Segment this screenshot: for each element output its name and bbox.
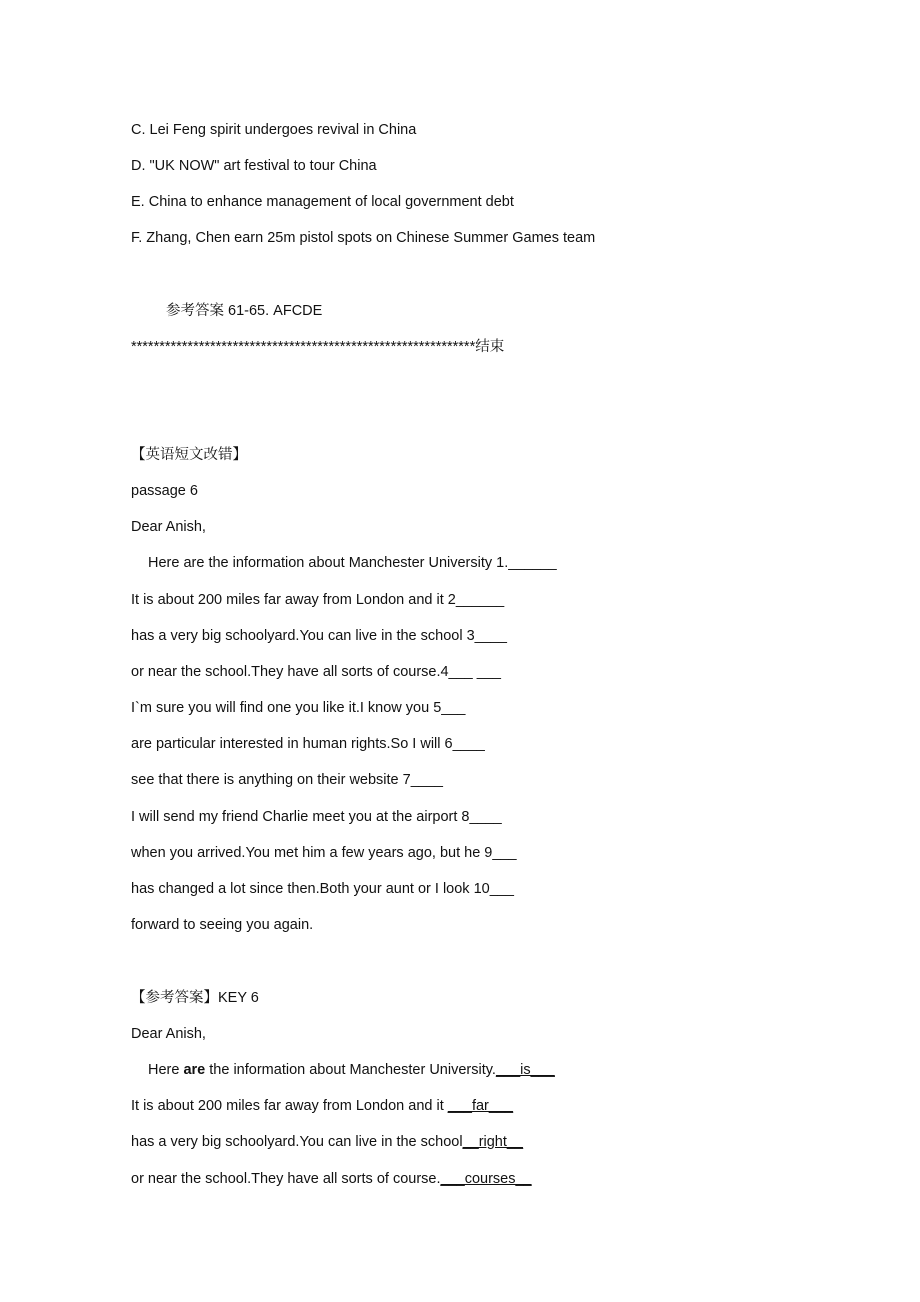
- key-line-1-post: the information about Manchester University.: [205, 1062, 496, 1078]
- key-line-4-text: or near the school.They have all sorts of course.: [131, 1171, 441, 1187]
- key-line-3-blank: __right__: [462, 1134, 524, 1150]
- answer-key-line: [166, 301, 322, 321]
- key-line-2-blank: ___far___: [447, 1098, 514, 1114]
- end-marker-label: 结束: [475, 339, 505, 355]
- passage-line-2: It is about 200 miles far away from London and it 2______: [131, 592, 505, 608]
- option-f: F. Zhang, Chen earn 25m pistol spots on Chinese Summer Games team: [131, 230, 596, 246]
- passage-line-3: has a very big schoolyard.You can live in the school 3____: [131, 628, 507, 644]
- key-label: KEY 6: [218, 990, 259, 1006]
- passage-line-10: has changed a lot since then.Both your aunt or I look 10___: [131, 881, 514, 897]
- key-line-1-blank: ___is___: [495, 1062, 555, 1078]
- end-marker: [131, 337, 504, 357]
- answer-key-label: 参考答案: [166, 303, 224, 319]
- key-line-4: [131, 1169, 532, 1189]
- greeting: Dear Anish,: [131, 519, 206, 535]
- end-marker-stars: *************************************************************: [131, 339, 476, 355]
- key-line-3-text: has a very big schoolyard.You can live in the school: [131, 1134, 463, 1150]
- section-title: 【英语短文改错】: [131, 447, 247, 463]
- key-section-title: 【参考答案】: [131, 990, 218, 1006]
- key-line-2-text: It is about 200 miles far away from London and it: [131, 1098, 448, 1114]
- option-e: E. China to enhance management of local government debt: [131, 194, 514, 210]
- option-d: D. "UK NOW" art festival to tour China: [131, 158, 377, 174]
- passage-line-8: I will send my friend Charlie meet you at the airport 8____: [131, 809, 502, 825]
- passage-line-9: when you arrived.You met him a few years ago, but he 9___: [131, 845, 517, 861]
- passage-line-7: see that there is anything on their website 7____: [131, 772, 443, 788]
- option-c: C. Lei Feng spirit undergoes revival in China: [131, 122, 417, 138]
- answer-key-value: 61-65. AFCDE: [224, 303, 323, 319]
- key-line-2: [131, 1096, 513, 1116]
- passage-line-6: are particular interested in human rights.So I will 6____: [131, 736, 485, 752]
- passage-line-5: I`m sure you will find one you like it.I know you 5___: [131, 700, 466, 716]
- key-line-1-bold: are: [183, 1062, 206, 1078]
- passage-label: passage 6: [131, 483, 198, 499]
- passage-line-1: Here are the information about Manchester University 1.______: [148, 555, 557, 571]
- key-line-1-pre: Here: [148, 1062, 184, 1078]
- passage-line-4: or near the school.They have all sorts of course.4___ ___: [131, 664, 501, 680]
- key-greeting: Dear Anish,: [131, 1026, 206, 1042]
- key-line-4-blank: ___courses__: [440, 1171, 532, 1187]
- passage-line-11: forward to seeing you again.: [131, 917, 314, 933]
- key-heading: [131, 988, 259, 1008]
- key-line-3: [131, 1132, 523, 1152]
- key-line-1: [148, 1060, 555, 1080]
